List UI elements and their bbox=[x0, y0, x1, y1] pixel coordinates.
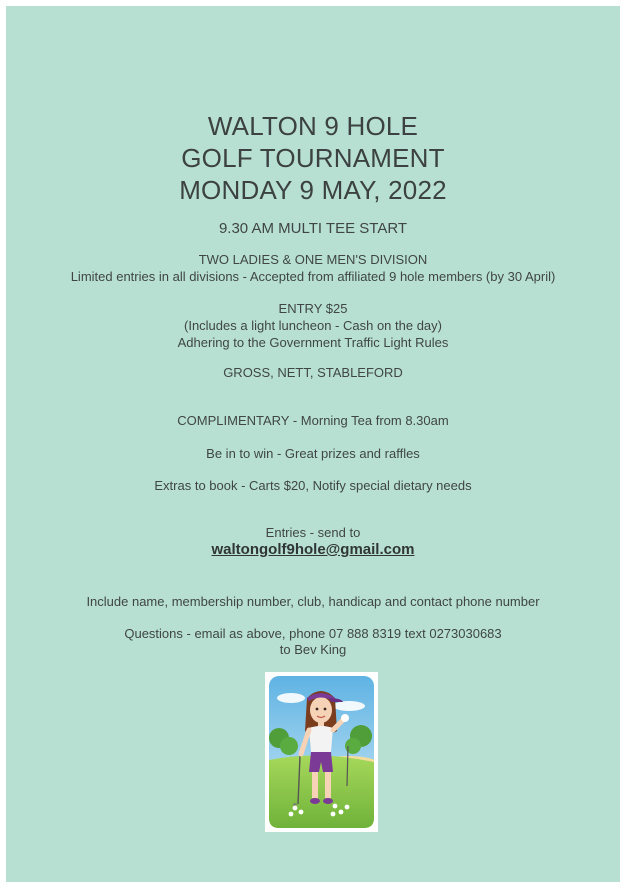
tee-start-time: 9.30 AM MULTI TEE START bbox=[218, 220, 408, 237]
include-info: Include name, membership number, club, handicap and contact phone number bbox=[86, 594, 540, 609]
entry-includes: (Includes a light luncheon - Cash on the day) bbox=[184, 318, 442, 333]
questions-line-2: to Bev King bbox=[279, 642, 347, 657]
title-line-2: GOLF TOURNAMENT bbox=[181, 143, 445, 173]
extras-note: Extras to book - Carts $20, Notify special dietary needs bbox=[154, 478, 472, 493]
golfer-illustration-card bbox=[265, 672, 378, 832]
scoring-formats: GROSS, NETT, STABLEFORD bbox=[223, 365, 403, 380]
title-line-3: MONDAY 9 MAY, 2022 bbox=[179, 175, 447, 205]
divisions-detail: Limited entries in all divisions - Accepted from affiliated 9 hole members (by 30 April) bbox=[70, 269, 556, 284]
entry-rules: Adhering to the Government Traffic Light Rules bbox=[177, 335, 449, 350]
title-line-1: WALTON 9 HOLE bbox=[207, 111, 419, 141]
entry-fee: ENTRY $25 bbox=[278, 301, 348, 316]
entries-label: Entries - send to bbox=[265, 525, 361, 540]
entries-email-link[interactable]: waltongolf9hole@gmail.com bbox=[211, 541, 415, 558]
golfer-woman-illustration bbox=[269, 676, 374, 828]
prizes-note: Be in to win - Great prizes and raffles bbox=[206, 446, 420, 461]
complimentary-tea: COMPLIMENTARY - Morning Tea from 8.30am bbox=[177, 413, 449, 428]
divisions-heading: TWO LADIES & ONE MEN'S DIVISION bbox=[198, 252, 428, 267]
tournament-poster bbox=[6, 6, 620, 882]
questions-line-1: Questions - email as above, phone 07 888 8319 text 0273030683 bbox=[124, 626, 502, 641]
